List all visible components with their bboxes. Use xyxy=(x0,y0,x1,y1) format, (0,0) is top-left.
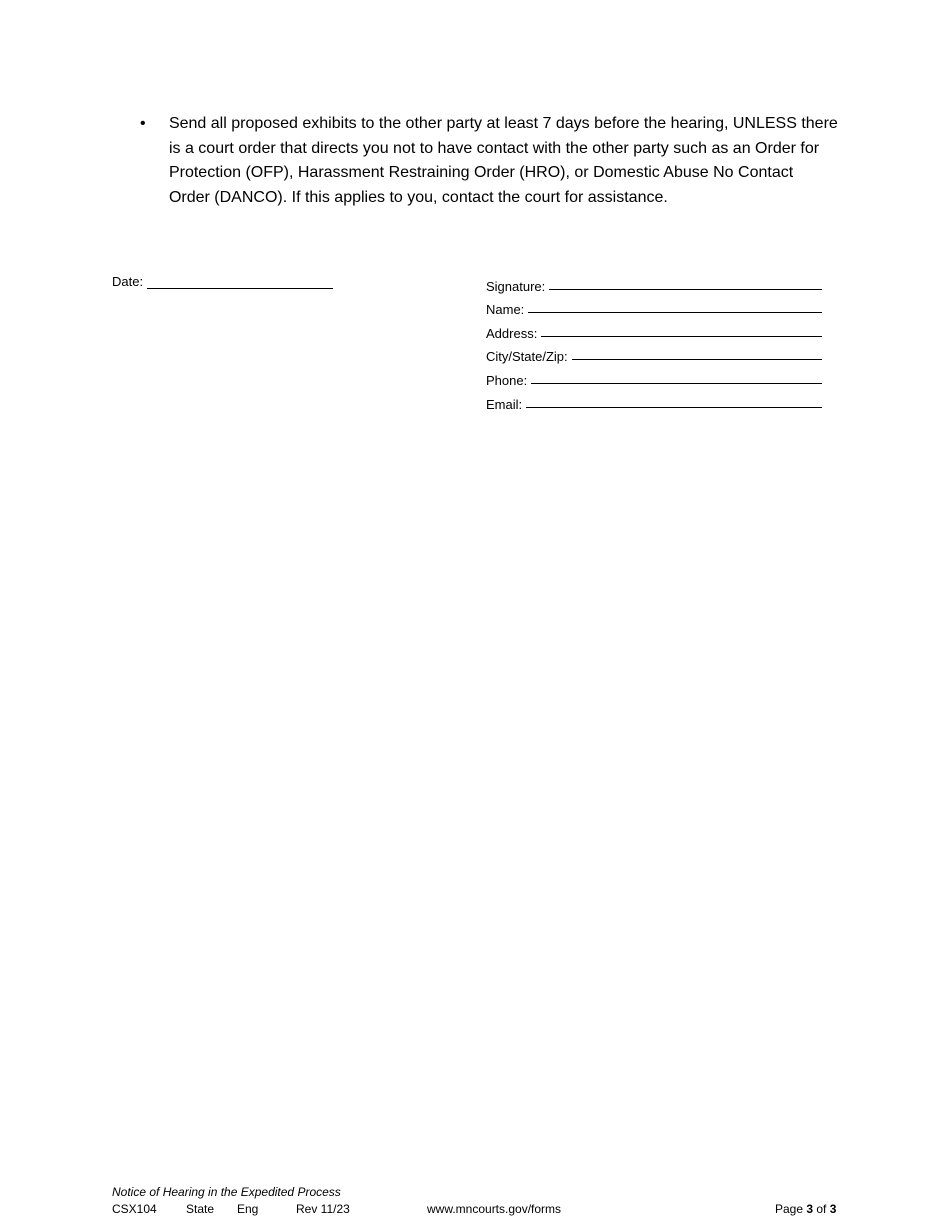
email-label: Email: xyxy=(486,396,523,412)
page-prefix: Page xyxy=(775,1202,807,1216)
city-state-zip-label: City/State/Zip: xyxy=(486,349,568,365)
date-field xyxy=(112,271,333,289)
instruction-text: Send all proposed exhibits to the other party at least 7 days before the hearing, UNLESS there is a court order that directs you not to have contact with the other party such as an Order for Protection (OFP), Harassment Restraining Order (HRO), or Domestic Abuse No Contact Order (DANCO). If this applies to you, contact the court for assistance. xyxy=(168,115,838,206)
footer-form-title: Notice of Hearing in the Expedited Process xyxy=(112,1185,341,1199)
phone-label: Phone: xyxy=(486,372,528,388)
date-input-line[interactable] xyxy=(147,274,333,289)
footer-form-code: CSX104 xyxy=(112,1202,157,1216)
name-input-line[interactable] xyxy=(528,298,822,313)
address-input-line[interactable] xyxy=(541,322,822,337)
email-input-line[interactable] xyxy=(526,393,822,408)
phone-row xyxy=(486,365,822,389)
name-row xyxy=(486,295,822,319)
footer-revision: Rev 11/23 xyxy=(296,1202,350,1216)
signature-input-line[interactable] xyxy=(549,275,822,290)
name-label: Name: xyxy=(486,302,525,318)
signature-block xyxy=(486,271,822,413)
phone-input-line[interactable] xyxy=(531,369,822,384)
address-label: Address: xyxy=(486,325,538,341)
email-row xyxy=(486,389,822,413)
footer-url[interactable]: www.mncourts.gov/forms xyxy=(427,1202,562,1216)
footer-language: Eng xyxy=(237,1202,259,1216)
city-state-zip-input-line[interactable] xyxy=(572,345,822,360)
signature-label: Signature: xyxy=(486,278,546,294)
bullet-icon: • xyxy=(140,115,146,132)
instruction-bullet-item xyxy=(138,112,838,210)
signature-row xyxy=(486,271,822,295)
city-state-zip-row xyxy=(486,342,822,366)
page-of: of xyxy=(813,1202,830,1216)
date-label: Date: xyxy=(112,274,144,289)
page-total: 3 xyxy=(829,1202,837,1216)
footer-jurisdiction: State xyxy=(186,1202,215,1216)
footer-page-number xyxy=(775,1202,836,1216)
address-row xyxy=(486,318,822,342)
page-current: 3 xyxy=(806,1202,814,1216)
